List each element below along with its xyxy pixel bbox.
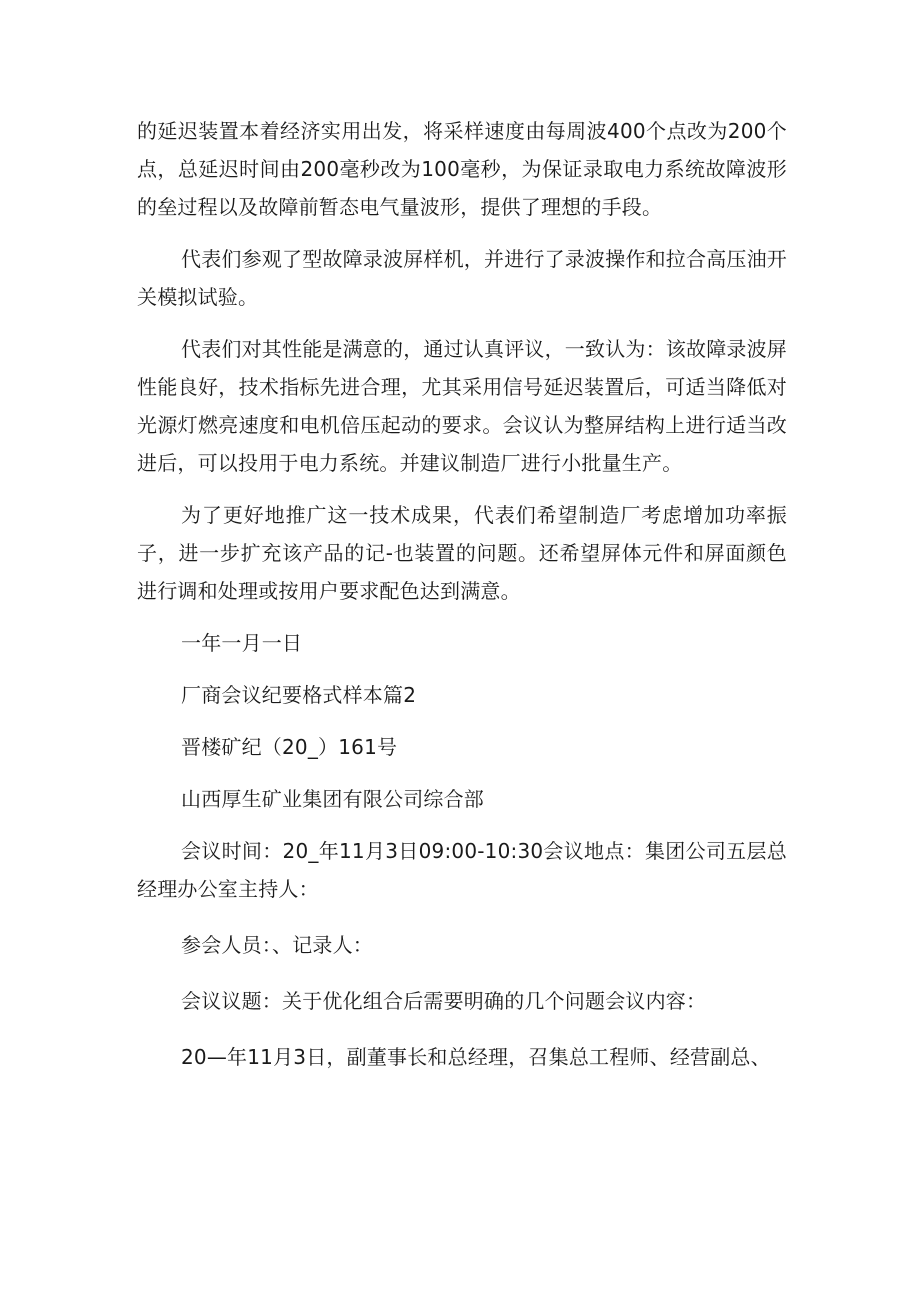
paragraph-recommendations: 为了更好地推广这一技术成果，代表们希望制造厂考虑增加功率振子，进一步扩充该产品的记-也装置的问题。还希望屏体元件和屏面颜色进行调和处理或按用户要求配色达到满意。 xyxy=(137,503,787,603)
meeting-topic: 会议议题：关于优化组合后需要明确的几个问题会议内容： xyxy=(181,989,707,1013)
paragraph-visit-prototype: 代表们参观了型故障录波屏样机，并进行了录波操作和拉合高压油开关模拟试验。 xyxy=(137,247,787,309)
paragraph-delay-device: 的延迟装置本着经济实用出发，将采样速度由每周波400个点改为200个点，总延迟时间由200毫秒改为100毫秒，为保证录取电力系统故障波形的垒过程以及故障前暂态电气量波形，提供了理想的手段。 xyxy=(137,119,787,219)
document-number: 晋楼矿纪（20_）161号 xyxy=(181,735,398,759)
meeting-content-start: 20—年11月3日，副董事长和总经理，召集总工程师、经营副总、 xyxy=(181,1045,771,1069)
document-body xyxy=(137,112,787,1076)
meeting-attendees: 参会人员：、记录人： xyxy=(181,933,373,957)
paragraph-evaluation: 代表们对其性能是满意的，通过认真评议，一致认为：该故障录波屏性能良好，技术指标先进合理，尤其采用信号延迟装置后，可适当降低对光源灯燃亮速度和电机倍压起动的要求。会议认为整屏结构上进行适当改进后，可以投用于电力系统。并建议制造厂进行小批量生产。 xyxy=(137,337,787,475)
paragraph-date: 一年一月一日 xyxy=(181,631,303,655)
section-title: 厂商会议纪要格式样本篇2 xyxy=(181,683,417,707)
meeting-time-location: 会议时间：20_年11月3日09:00-10:30会议地点：集团公司五层总经理办公室主持人： xyxy=(137,839,787,901)
issuing-department: 山西厚生矿业集团有限公司综合部 xyxy=(181,787,484,811)
